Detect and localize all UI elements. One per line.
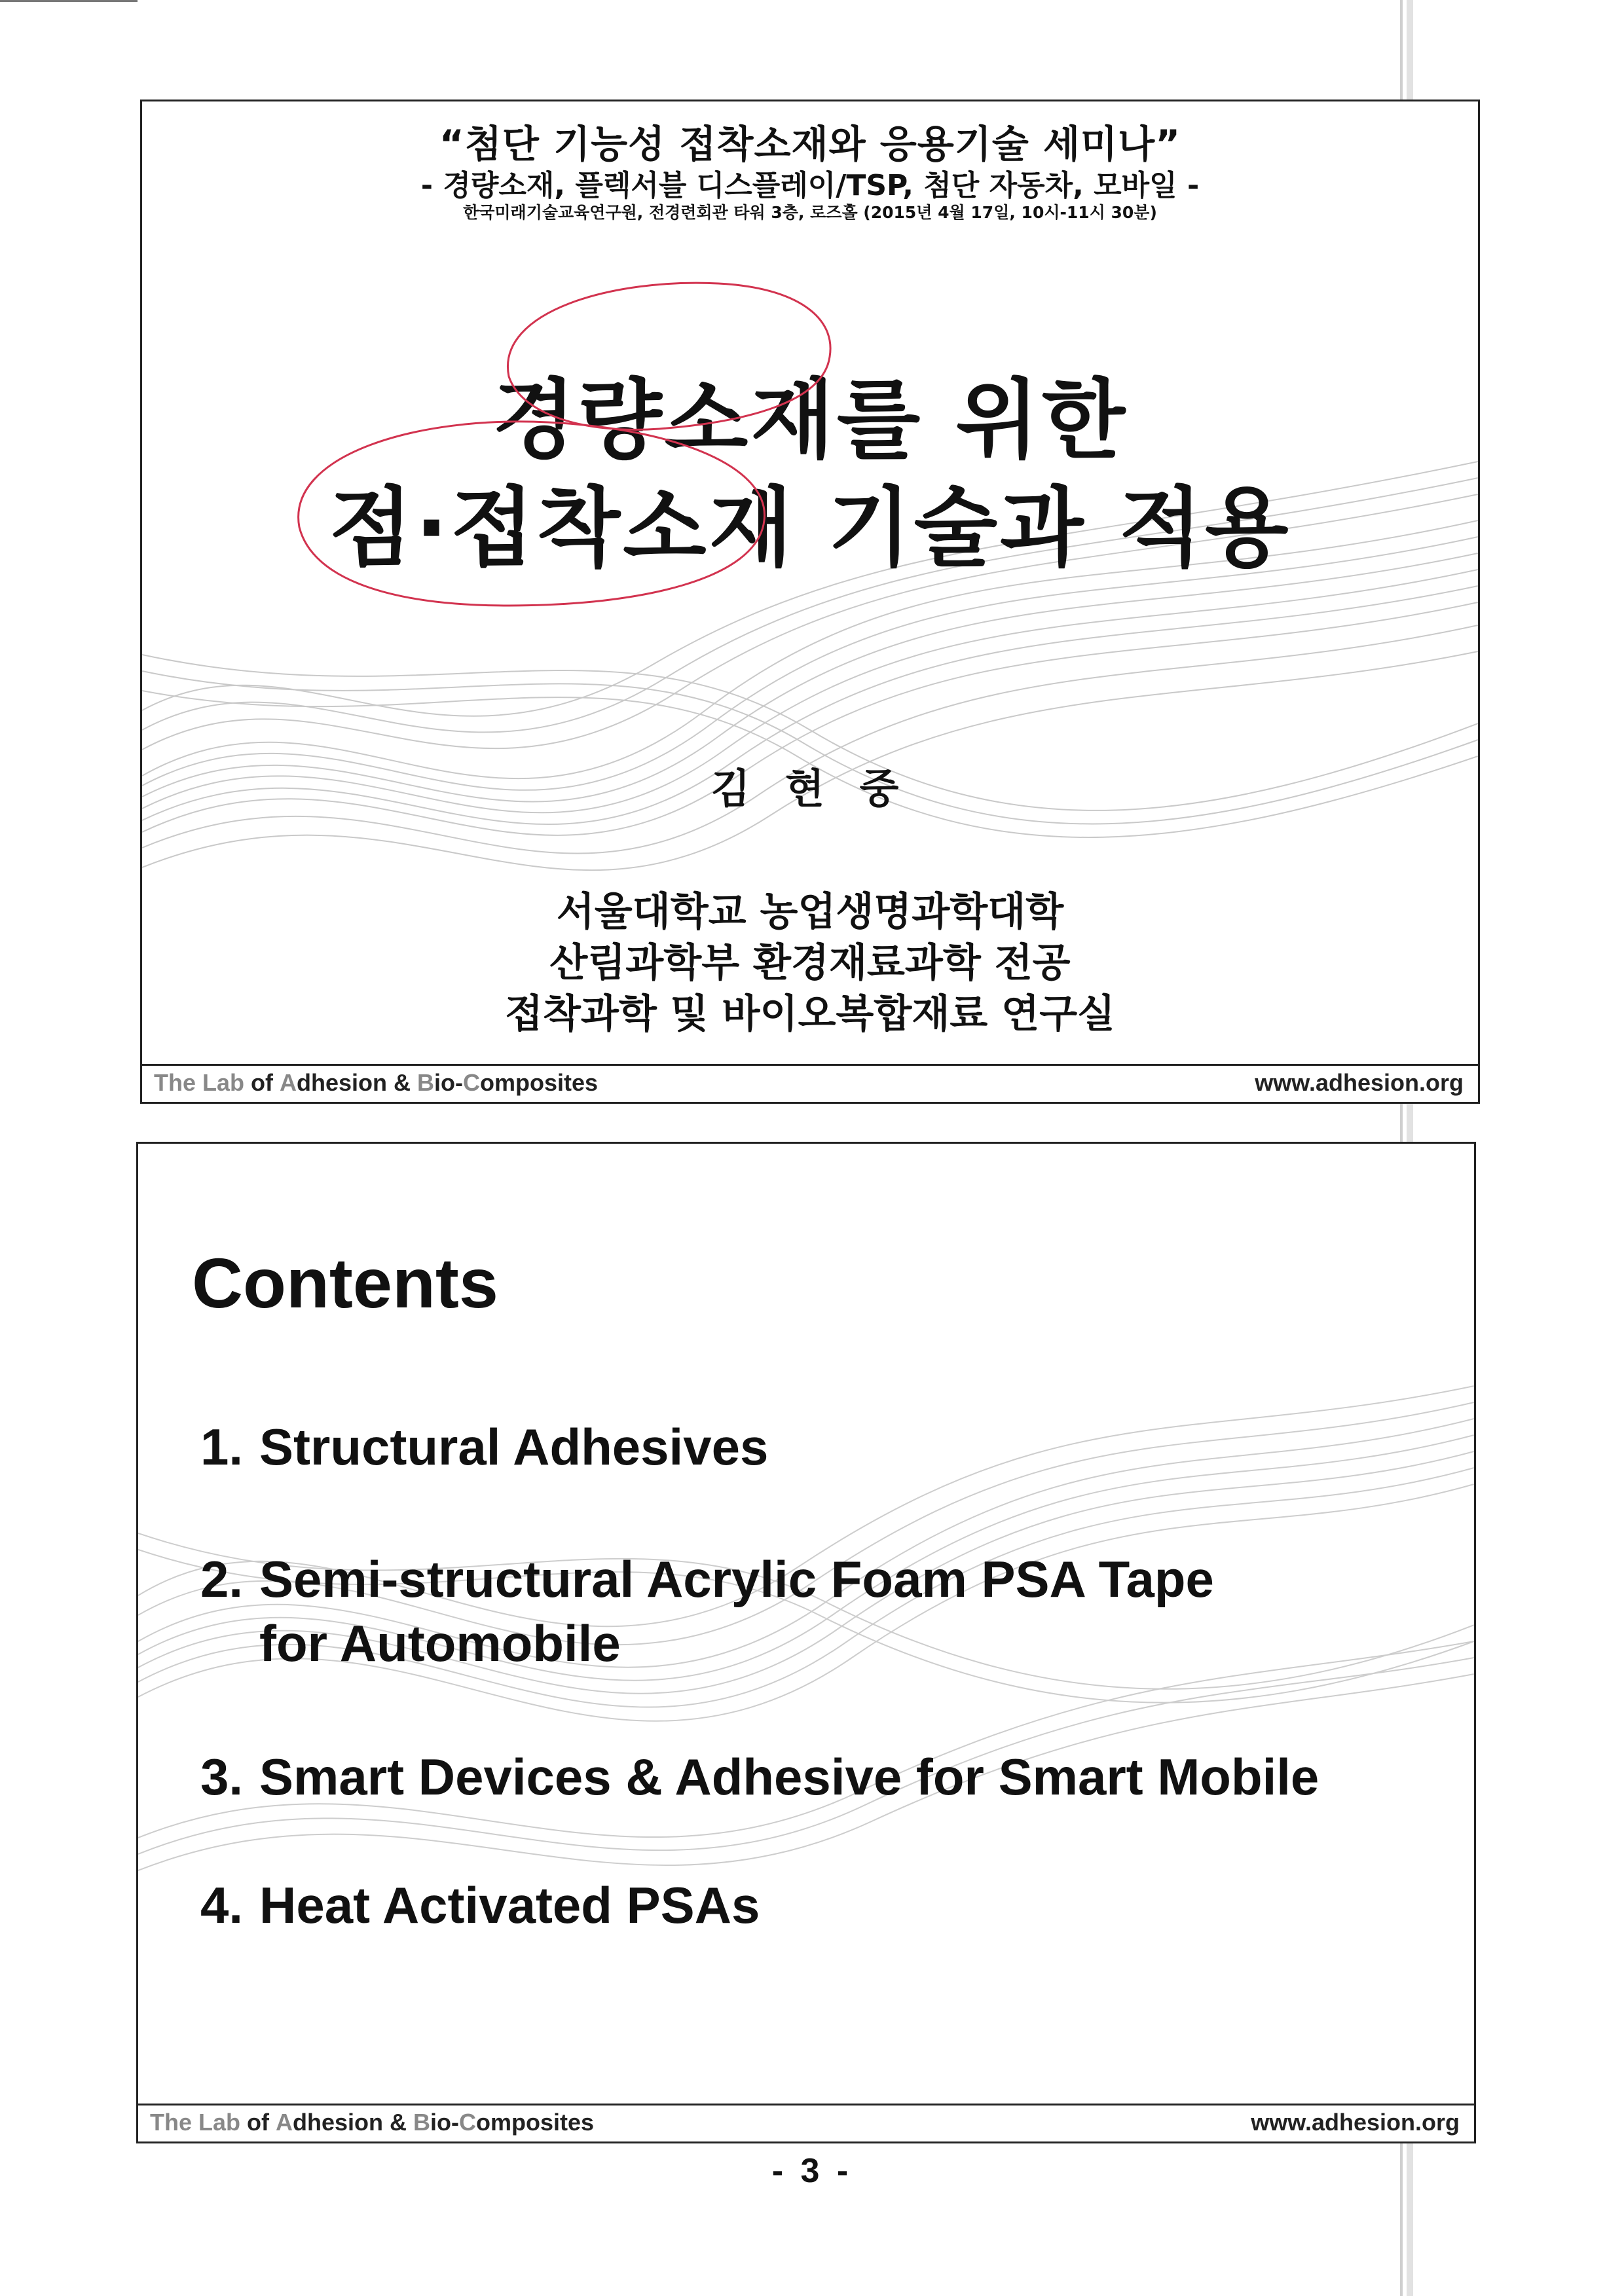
page-number: - 3 - [771, 2152, 853, 2190]
affiliation-lab: 접착과학 및 바이오복합재료 연구실 [504, 991, 1116, 1037]
footer-rule [138, 2104, 1474, 2105]
title-slide [140, 100, 1480, 1104]
contents-item-1: 1. Structural Adhesives [200, 1418, 769, 1476]
contents-item-3: 3. Smart Devices & Adhesive for Smart Mobile [200, 1748, 1320, 1806]
contents-title: Contents [192, 1243, 498, 1322]
contents-slide [136, 1142, 1476, 2143]
author-name: 김 현 중 [710, 765, 910, 812]
contents-item-4: 4. Heat Activated PSAs [200, 1876, 760, 1934]
main-title-line1: 경량소재를 위한 [492, 370, 1128, 471]
scan-top-line [0, 0, 138, 2]
contents-item-2-continuation: for Automobile [259, 1614, 621, 1672]
affiliation-university: 서울대학교 농업생명과학대학 [556, 889, 1064, 935]
lab-name: The Lab of Adhesion & Bio-Composites [154, 1069, 599, 1096]
lab-url: www.adhesion.org [1251, 2109, 1460, 2136]
main-title-line2: 점·접착소재 기술과 적용 [329, 478, 1291, 579]
lab-name: The Lab of Adhesion & Bio-Composites [150, 2109, 595, 2136]
seminar-title: “첨단 기능성 접착소재와 응용기술 세미나” [439, 122, 1181, 166]
footer-rule [142, 1064, 1478, 1066]
seminar-info: 한국미래기술교육연구원, 전경련회관 타워 3층, 로즈홀 (2015년 4월 17일, 10시-11시 30분) [463, 203, 1157, 222]
affiliation-department: 산림과학부 환경재료과학 전공 [549, 940, 1071, 986]
contents-item-2: 2. Semi-structural Acrylic Foam PSA Tape [200, 1550, 1214, 1608]
lab-url: www.adhesion.org [1255, 1069, 1464, 1096]
seminar-subtitle: - 경량소재, 플렉서블 디스플레이/TSP, 첨단 자동차, 모바일 - [420, 169, 1200, 202]
